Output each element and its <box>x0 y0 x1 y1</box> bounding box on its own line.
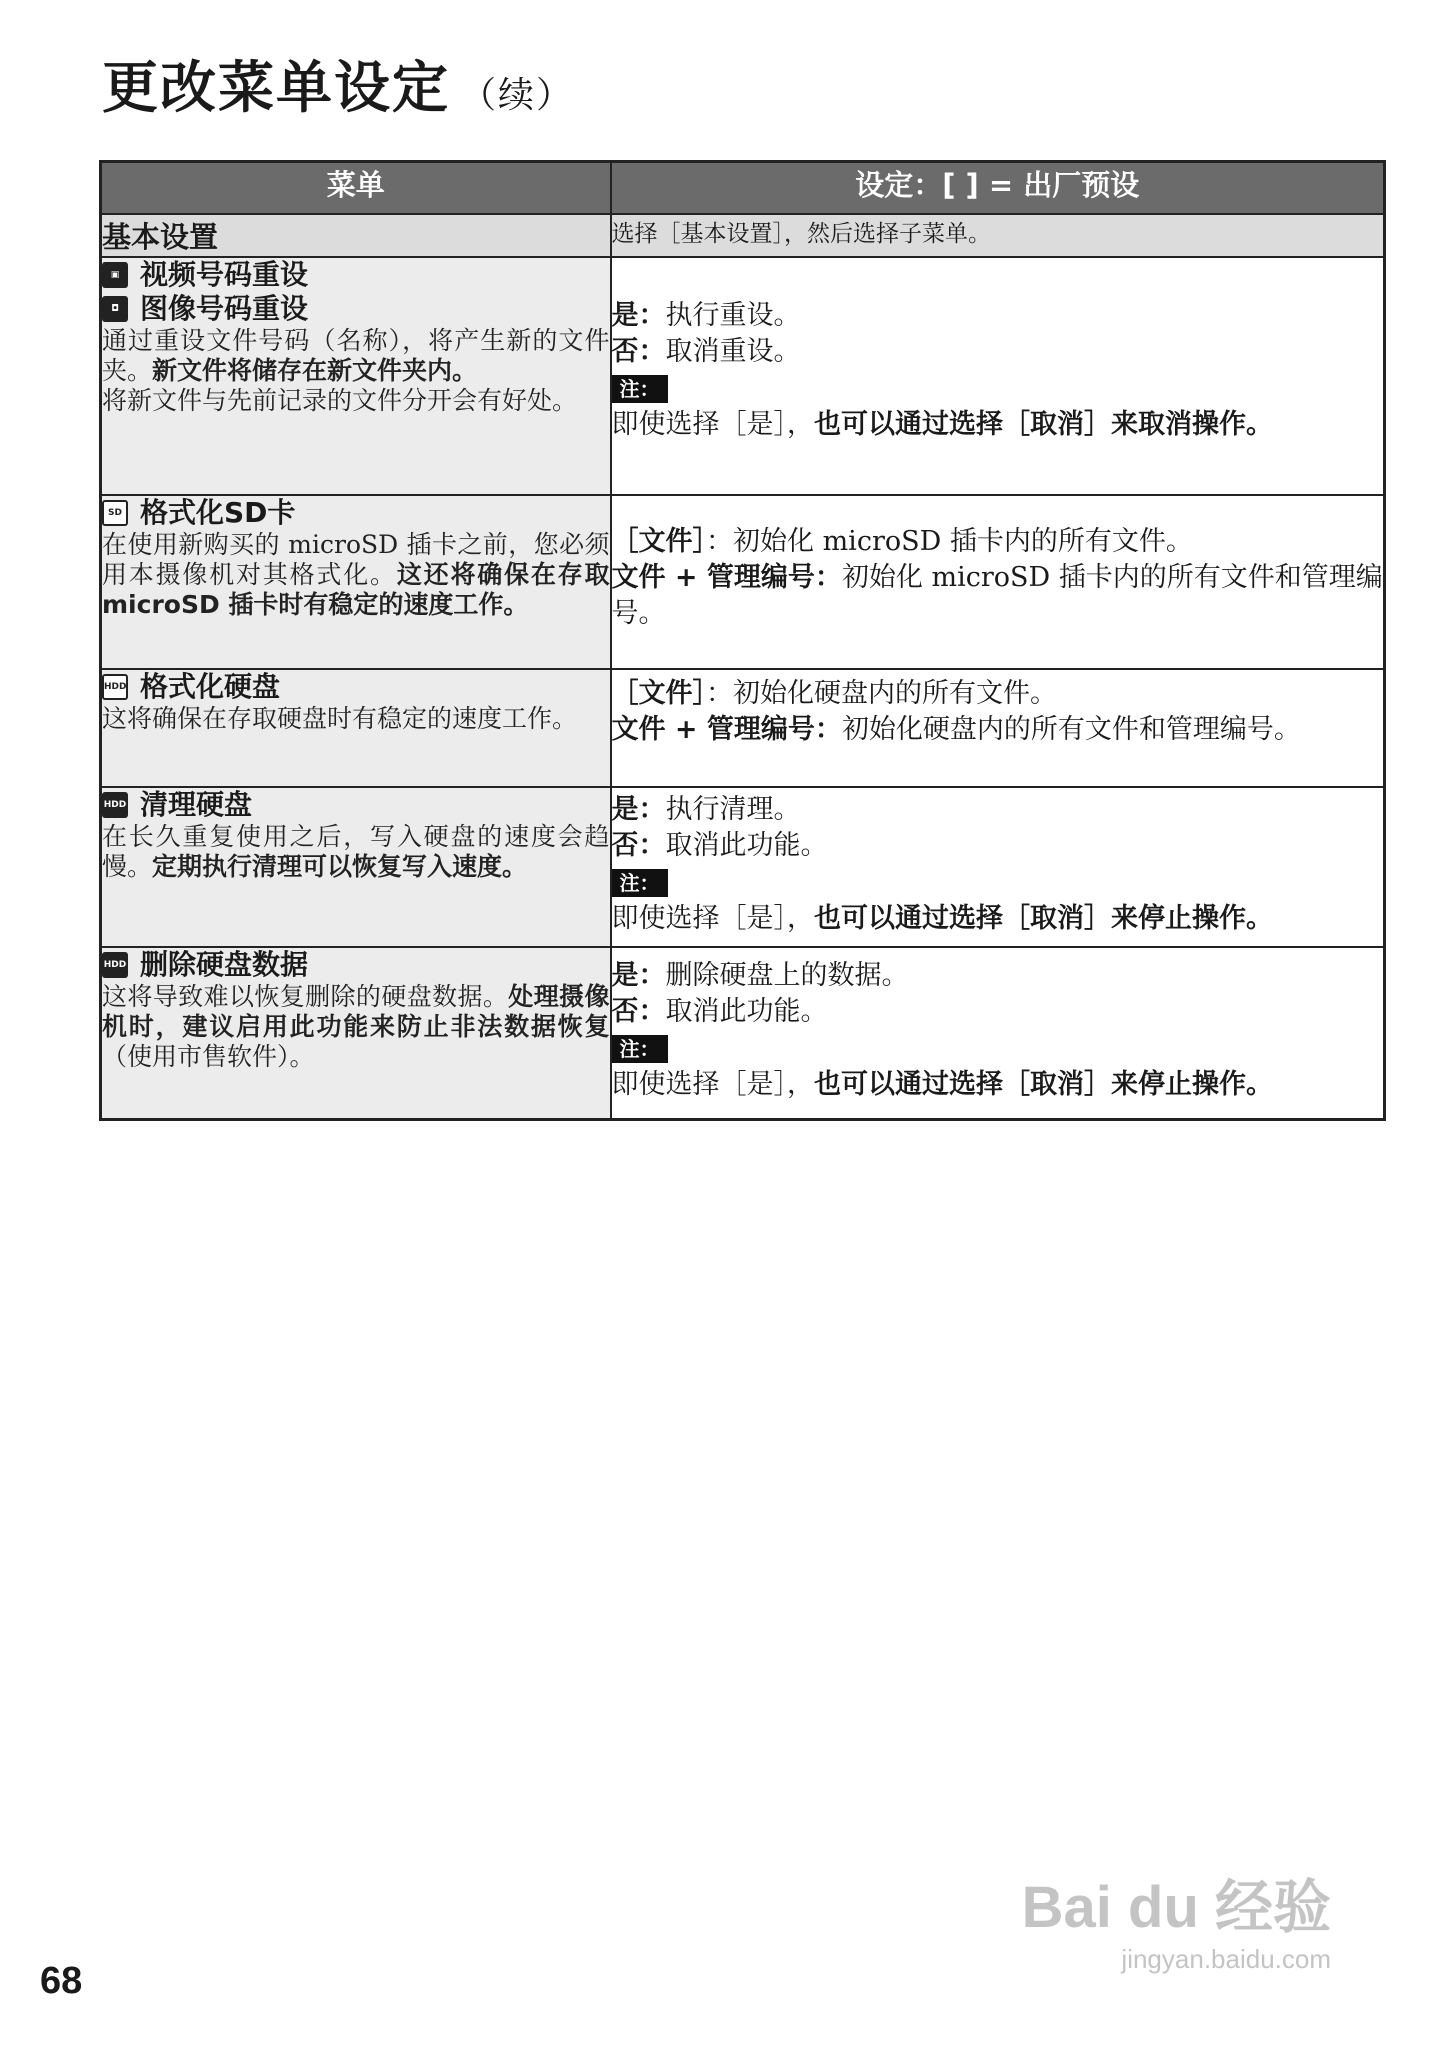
still-camera-icon: ◘ <box>102 296 128 322</box>
menu-cell <box>101 495 611 669</box>
header-menu: 菜单 <box>101 162 611 215</box>
option-line: 是：删除硬盘上的数据。 <box>611 960 909 991</box>
table-row <box>101 947 1385 1119</box>
settings-cell <box>611 787 1385 947</box>
option-line: 是：执行清理。 <box>611 794 801 825</box>
table-header-row <box>101 162 1385 215</box>
settings-cell <box>611 669 1385 787</box>
option-line: 否：取消重设。 <box>611 336 801 367</box>
note-badge: 注： <box>612 869 668 897</box>
video-camera-icon: ▣ <box>102 262 128 288</box>
menu-cell <box>101 947 611 1119</box>
menu-item-description: 在长久重复使用之后，写入硬盘的速度会趋慢。定期执行清理可以恢复写入速度。 <box>102 822 610 881</box>
table-row <box>101 257 1385 495</box>
menu-item-name: HDD 删除硬盘数据 <box>103 948 309 981</box>
erase-hdd-icon: HDD <box>102 952 128 978</box>
option-line: 文件 + 管理编号：初始化硬盘内的所有文件和管理编号。 <box>611 714 1301 745</box>
format-sd-icon: SD <box>102 500 128 526</box>
option-line: ［文件］：初始化 microSD 插卡内的所有文件。 <box>611 526 1193 557</box>
watermark-logo-text: Bai du 经验 <box>1021 1875 1331 1940</box>
menu-settings-table <box>99 160 1386 1121</box>
watermark-url: jingyan.baidu.com <box>1121 1944 1331 1974</box>
menu-cell <box>101 787 611 947</box>
option-line: 否：取消此功能。 <box>611 996 828 1027</box>
page-title <box>102 44 574 124</box>
clean-hdd-icon: HDD <box>102 792 128 818</box>
page-title-text: 更改菜单设定 <box>102 56 450 121</box>
section-description: 选择［基本设置］，然后选择子菜单。 <box>611 214 1385 257</box>
table-row <box>101 787 1385 947</box>
table-row <box>101 495 1385 669</box>
settings-cell <box>611 257 1385 495</box>
section-row <box>101 214 1385 257</box>
note-badge: 注： <box>612 375 668 403</box>
page-title-suffix: （续） <box>460 75 575 116</box>
table-row <box>101 669 1385 787</box>
note-badge: 注： <box>612 1035 668 1063</box>
format-hdd-icon: HDD <box>102 674 128 700</box>
note-text: 即使选择［是］，也可以通过选择［取消］来停止操作。 <box>611 1069 1273 1100</box>
menu-item-name: HDD 格式化硬盘 <box>104 670 281 703</box>
menu-item-description: 这将确保在存取硬盘时有稳定的速度工作。 <box>102 704 578 733</box>
menu-item-name: HDD 清理硬盘 <box>103 788 253 821</box>
menu-item-name-2: ◘ 图像号码重设 <box>102 292 610 326</box>
baidu-watermark <box>1022 1860 1331 1975</box>
section-label: 基本设置 <box>101 214 611 257</box>
option-line: 是：执行重设。 <box>611 300 801 331</box>
menu-item-name: ▣ 视频号码重设 <box>102 258 610 292</box>
option-line: ［文件］：初始化硬盘内的所有文件。 <box>611 678 1057 709</box>
menu-item-description: 这将导致难以恢复删除的硬盘数据。处理摄像机时，建议启用此功能来防止非法数据恢复（使用市售软件）。 <box>102 982 610 1071</box>
menu-item-description: 在使用新购买的 microSD 插卡之前，您必须用本摄像机对其格式化。这还将确保在存取 microSD 插卡时有稳定的速度工作。 <box>102 530 610 619</box>
header-settings: 设定：[ ] = 出厂预设 <box>611 162 1385 215</box>
menu-item-name: SD 格式化SD卡 <box>102 496 610 530</box>
menu-item-description: 通过重设文件号码（名称），将产生新的文件夹。新文件将储存在新文件夹内。 将新文件与先前记录的文件分开会有好处。 <box>102 326 610 415</box>
menu-cell <box>101 257 611 495</box>
note-text: 即使选择［是］，也可以通过选择［取消］来取消操作。 <box>611 409 1273 440</box>
option-line: 文件 + 管理编号：初始化 microSD 插卡内的所有文件和管理编号。 <box>611 562 1383 629</box>
note-text: 即使选择［是］，也可以通过选择［取消］来停止操作。 <box>611 903 1273 934</box>
settings-cell <box>611 947 1385 1119</box>
menu-cell <box>101 669 611 787</box>
option-line: 否：取消此功能。 <box>611 830 828 861</box>
settings-cell <box>611 495 1385 669</box>
page-number: 68 <box>40 1960 83 2002</box>
